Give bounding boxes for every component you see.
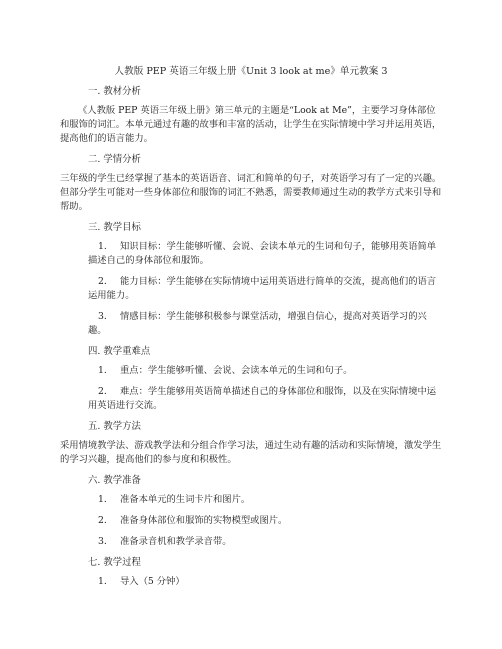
section-paragraph: 《人教版 PEP 英语三年级上册》第三单元的主题是“Look at Me”，主要学习身体部位和服饰的词汇。本单元通过有趣的故事和丰富的活动，让学生在实际情境中学习并运用英语，提高他们的语言能力。	[60, 105, 442, 144]
list-item-number: 3.	[98, 536, 107, 547]
list-item	[60, 275, 442, 303]
list-item	[60, 385, 442, 413]
list-item-number: 2.	[98, 386, 107, 397]
list-item-text: 知识目标：学生能够听懂、会说、会读本单元的生词和句子，能够用英语简单描述自己的身体部位和服饰。	[88, 241, 437, 266]
list-item	[60, 240, 442, 268]
list-item-text: 情感目标：学生能够积极参与课堂活动，增强自信心，提高对英语学习的兴趣。	[88, 311, 427, 336]
list-item-number: 1.	[98, 365, 107, 376]
section-heading: 一. 教材分析	[88, 86, 141, 97]
section-heading: 二. 学情分析	[88, 154, 141, 165]
list-item-number: 2.	[98, 276, 107, 287]
list-item-text: 准备身体部位和服饰的实物模型或图片。	[120, 515, 288, 526]
list-item-text: 难点：学生能够用英语简单描述自己的身体部位和服饰，以及在实际情境中运用英语进行交流。	[88, 386, 437, 411]
list-item-text: 能力目标：学生能够在实际情境中运用英语进行简单的交流，提高他们的语言运用能力。	[88, 276, 437, 301]
list-item-number: 1.	[98, 576, 107, 587]
list-item-text: 导入（5 分钟）	[120, 576, 185, 587]
section-paragraph: 三年级的学生已经掌握了基本的英语语音、词汇和简单的句子，对英语学习有了一定的兴趣。但部分学生可能对一些身体部位和服饰的词汇不熟悉，需要教师通过生动的教学方式来引导和帮助。	[60, 173, 442, 212]
list-item	[60, 514, 442, 528]
section-heading: 四. 教学重难点	[88, 346, 151, 357]
list-item-number: 1.	[98, 241, 107, 252]
list-item	[60, 535, 442, 549]
section-heading: 七. 教学过程	[88, 557, 141, 568]
list-item-text: 重点：学生能够听懂、会说、会读本单元的生词和句子。	[120, 365, 353, 376]
list-item-number: 1.	[98, 494, 107, 505]
list-item	[60, 493, 442, 507]
list-item	[60, 364, 442, 378]
list-item	[60, 575, 442, 589]
list-item-number: 3.	[98, 311, 107, 322]
list-item-number: 2.	[98, 515, 107, 526]
section-heading: 六. 教学准备	[88, 475, 141, 486]
section-heading: 五. 教学方法	[88, 421, 141, 432]
list-item-text: 准备录音机和教学录音带。	[120, 536, 232, 547]
list-item	[60, 310, 442, 338]
document-title: 人教版 PEP 英语三年级上册《Unit 3 look at me》单元教案 3	[114, 66, 388, 77]
section-heading: 三. 教学目标	[88, 222, 141, 233]
section-paragraph: 采用情境教学法、游戏教学法和分组合作学习法，通过生动有趣的活动和实际情境，激发学生的学习兴趣，提高他们的参与度和积极性。	[60, 440, 442, 465]
list-item-text: 准备本单元的生词卡片和图片。	[120, 494, 251, 505]
